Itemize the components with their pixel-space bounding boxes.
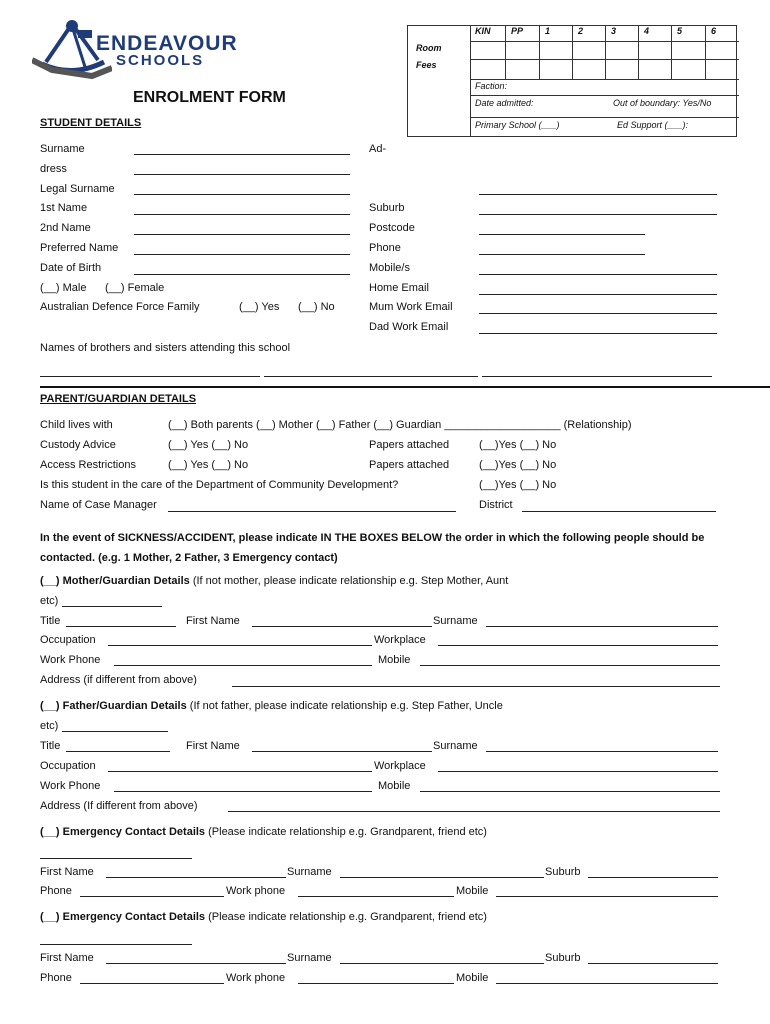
siblings-field-2[interactable] [264, 376, 478, 377]
father-address-field[interactable] [228, 811, 720, 812]
father-work-phone-label: Work Phone [40, 780, 101, 792]
emergency-2-heading-note: (Please indicate relationship e.g. Grandparent, friend etc) [208, 911, 487, 923]
emergency-2-phone-field[interactable] [80, 983, 224, 984]
school-name-line2: SCHOOLS [116, 52, 205, 69]
mother-address-label: Address (if different from above) [40, 674, 197, 686]
phone-field[interactable] [479, 254, 645, 255]
emergency-1-first-name-label: First Name [40, 866, 94, 878]
mother-heading [40, 575, 508, 587]
emergency-2-mobile-label: Mobile [456, 972, 489, 984]
father-relationship-field[interactable] [62, 731, 168, 732]
mother-workplace-label: Workplace [374, 634, 426, 646]
emergency-1-phone-label: Phone [40, 885, 72, 897]
access-papers-options[interactable]: (__)Yes (__) No [479, 459, 557, 471]
emergency-2-mobile-field[interactable] [496, 983, 718, 984]
legal-surname-label: Legal Surname [40, 183, 115, 195]
emergency-2-relationship-field[interactable] [40, 944, 192, 945]
custody-advice-label: Custody Advice [40, 439, 116, 451]
second-name-label: 2nd Name [40, 222, 91, 234]
siblings-label: Names of brothers and sisters attending this school [40, 342, 291, 354]
access-restrictions-label: Access Restrictions [40, 459, 136, 471]
father-surname-field[interactable] [486, 751, 718, 752]
emergency-2-heading [40, 911, 487, 923]
dob-field[interactable] [134, 274, 350, 275]
mum-email-label: Mum Work Email [369, 301, 453, 313]
phone-label: Phone [369, 242, 401, 254]
office-col-6: 6 [711, 26, 717, 36]
emergency-2-surname-field[interactable] [340, 963, 544, 964]
emergency-1-surname-field[interactable] [340, 877, 544, 878]
mother-first-name-field[interactable] [252, 626, 432, 627]
mother-occupation-label: Occupation [40, 634, 96, 646]
father-workplace-label: Workplace [374, 760, 426, 772]
office-date-admitted: Date admitted: [475, 98, 534, 108]
contact-order-instruction: In the event of SICKNESS/ACCIDENT, please indicate IN THE BOXES BELOW the order in which the following people should be contacted. (e.g. 1 Mother, 2 Father, 3 Emergency contact) [40, 532, 705, 564]
suburb-label: Suburb [369, 202, 405, 214]
emergency-2-work-phone-label: Work phone [226, 972, 286, 984]
mother-mobile-label: Mobile [378, 654, 411, 666]
emergency-1-mobile-field[interactable] [496, 896, 718, 897]
address-label-dress: dress [40, 163, 67, 175]
father-title-field[interactable] [66, 751, 170, 752]
mother-mobile-field[interactable] [420, 665, 720, 666]
child-lives-with-options[interactable]: (__) Both parents (__) Mother (__) Father (__) Guardian ___________________ (Relationship) [168, 419, 632, 431]
mother-occupation-field[interactable] [108, 645, 372, 646]
mobile-field[interactable] [479, 274, 717, 275]
office-use-box [407, 25, 737, 137]
first-name-field[interactable] [134, 214, 350, 215]
emergency-1-phone-field[interactable] [80, 896, 224, 897]
mum-email-field[interactable] [479, 313, 717, 314]
father-relationship-label: etc) [40, 720, 59, 732]
mother-title-field[interactable] [66, 626, 176, 627]
siblings-field-3[interactable] [482, 376, 712, 377]
emergency-1-heading-note: (Please indicate relationship e.g. Grandparent, friend etc) [208, 826, 487, 838]
address-field-2[interactable] [479, 194, 717, 195]
father-address-label: Address (If different from above) [40, 800, 198, 812]
mother-work-phone-field[interactable] [114, 665, 372, 666]
district-label: District [479, 499, 513, 511]
emergency-2-first-name-field[interactable] [106, 963, 286, 964]
gender-male-option[interactable]: (__) Male [40, 282, 87, 294]
emergency-1-heading-title: (__) Emergency Contact Details [40, 826, 206, 838]
postcode-label: Postcode [369, 222, 415, 234]
father-first-name-field[interactable] [252, 751, 432, 752]
child-lives-with-label: Child lives with [40, 419, 113, 431]
second-name-field[interactable] [134, 234, 350, 235]
emergency-1-heading [40, 826, 487, 838]
custody-papers-label: Papers attached [369, 439, 450, 451]
emergency-1-mobile-label: Mobile [456, 885, 489, 897]
access-restrictions-options[interactable]: (__) Yes (__) No [168, 459, 249, 471]
emergency-2-suburb-field[interactable] [588, 963, 718, 964]
office-col-3: 3 [611, 26, 617, 36]
office-col-1: 1 [545, 26, 551, 36]
mother-heading-note: (If not mother, please indicate relationship e.g. Step Mother, Aunt [192, 575, 509, 587]
mobile-label: Mobile/s [369, 262, 410, 274]
school-name-line1: ENDEAVOUR [96, 32, 238, 55]
gender-female-option[interactable]: (__) Female [105, 282, 165, 294]
adf-label: Australian Defence Force Family [40, 301, 200, 313]
student-details-heading: STUDENT DETAILS [40, 117, 142, 129]
surname-field[interactable] [134, 154, 350, 155]
office-col-5: 5 [677, 26, 683, 36]
preferred-name-field[interactable] [134, 254, 350, 255]
emergency-2-heading-title: (__) Emergency Contact Details [40, 911, 206, 923]
emergency-2-first-name-label: First Name [40, 952, 94, 964]
office-col-4: 4 [644, 26, 650, 36]
mother-heading-title: (__) Mother/Guardian Details [40, 575, 190, 587]
surname-label: Surname [40, 143, 85, 155]
dad-email-label: Dad Work Email [369, 321, 449, 333]
dob-label: Date of Birth [40, 262, 102, 274]
office-col-2: 2 [578, 26, 584, 36]
office-faction: Faction: [475, 81, 508, 91]
emergency-1-first-name-field[interactable] [106, 877, 286, 878]
first-name-label: 1st Name [40, 202, 88, 214]
emergency-1-work-phone-field[interactable] [298, 896, 454, 897]
home-email-field[interactable] [479, 294, 717, 295]
father-occupation-field[interactable] [108, 771, 372, 772]
father-heading [40, 700, 503, 712]
office-grid [470, 25, 739, 137]
mother-surname-field[interactable] [486, 626, 718, 627]
suburb-field[interactable] [479, 214, 717, 215]
father-mobile-field[interactable] [420, 791, 720, 792]
office-row-label-fees: Fees [416, 60, 437, 70]
mother-address-field[interactable] [232, 686, 720, 687]
office-primary-school: Primary School (___) [475, 120, 560, 130]
emergency-2-phone-label: Phone [40, 972, 72, 984]
father-title-label: Title [40, 740, 61, 752]
office-row-label-room: Room [416, 43, 442, 53]
father-mobile-label: Mobile [378, 780, 411, 792]
office-col-pp: PP [511, 26, 524, 36]
preferred-name-label: Preferred Name [40, 242, 119, 254]
district-field[interactable] [522, 511, 716, 512]
emergency-2-suburb-label: Suburb [545, 952, 581, 964]
legal-surname-field[interactable] [134, 194, 350, 195]
dcd-question: Is this student in the care of the Department of Community Development? [40, 479, 399, 491]
adf-no-option[interactable]: (__) No [298, 301, 335, 313]
parent-details-heading: PARENT/GUARDIAN DETAILS [40, 393, 197, 405]
father-workplace-field[interactable] [438, 771, 718, 772]
access-papers-label: Papers attached [369, 459, 450, 471]
emergency-1-work-phone-label: Work phone [226, 885, 286, 897]
father-first-name-label: First Name [186, 740, 240, 752]
emergency-1-suburb-label: Suburb [545, 866, 581, 878]
office-col-kin: KIN [475, 26, 491, 36]
custody-papers-options[interactable]: (__)Yes (__) No [479, 439, 557, 451]
father-heading-note: (If not father, please indicate relationship e.g. Step Father, Uncle [189, 700, 503, 712]
mother-title-label: Title [40, 615, 61, 627]
home-email-label: Home Email [369, 282, 429, 294]
mother-workplace-field[interactable] [438, 645, 718, 646]
office-ed-support: Ed Support (___): [617, 120, 689, 130]
father-work-phone-field[interactable] [114, 791, 372, 792]
section-divider [40, 386, 770, 388]
dad-email-field[interactable] [479, 333, 717, 334]
father-surname-label: Surname [433, 740, 478, 752]
office-out-of-boundary: Out of boundary: Yes/No [613, 98, 712, 108]
mother-first-name-label: First Name [186, 615, 240, 627]
siblings-field-1[interactable] [40, 376, 260, 377]
custody-advice-options[interactable]: (__) Yes (__) No [168, 439, 249, 451]
mother-work-phone-label: Work Phone [40, 654, 101, 666]
mother-relationship-label: etc) [40, 595, 59, 607]
school-logo [32, 12, 262, 80]
address-field[interactable] [134, 174, 350, 175]
case-manager-field[interactable] [168, 511, 456, 512]
mother-relationship-field[interactable] [62, 606, 162, 607]
emergency-2-work-phone-field[interactable] [298, 983, 454, 984]
father-heading-title: (__) Father/Guardian Details [40, 700, 187, 712]
dcd-options[interactable]: (__)Yes (__) No [479, 479, 557, 491]
father-occupation-label: Occupation [40, 760, 96, 772]
mother-surname-label: Surname [433, 615, 478, 627]
case-manager-label: Name of Case Manager [40, 499, 157, 511]
emergency-2-surname-label: Surname [287, 952, 332, 964]
adf-yes-option[interactable]: (__) Yes [239, 301, 280, 313]
emergency-1-suburb-field[interactable] [588, 877, 718, 878]
postcode-field[interactable] [479, 234, 645, 235]
page-title: ENROLMENT FORM [133, 89, 286, 106]
emergency-1-surname-label: Surname [287, 866, 332, 878]
emergency-1-relationship-field[interactable] [40, 858, 192, 859]
address-label-ad: Ad- [369, 143, 387, 155]
